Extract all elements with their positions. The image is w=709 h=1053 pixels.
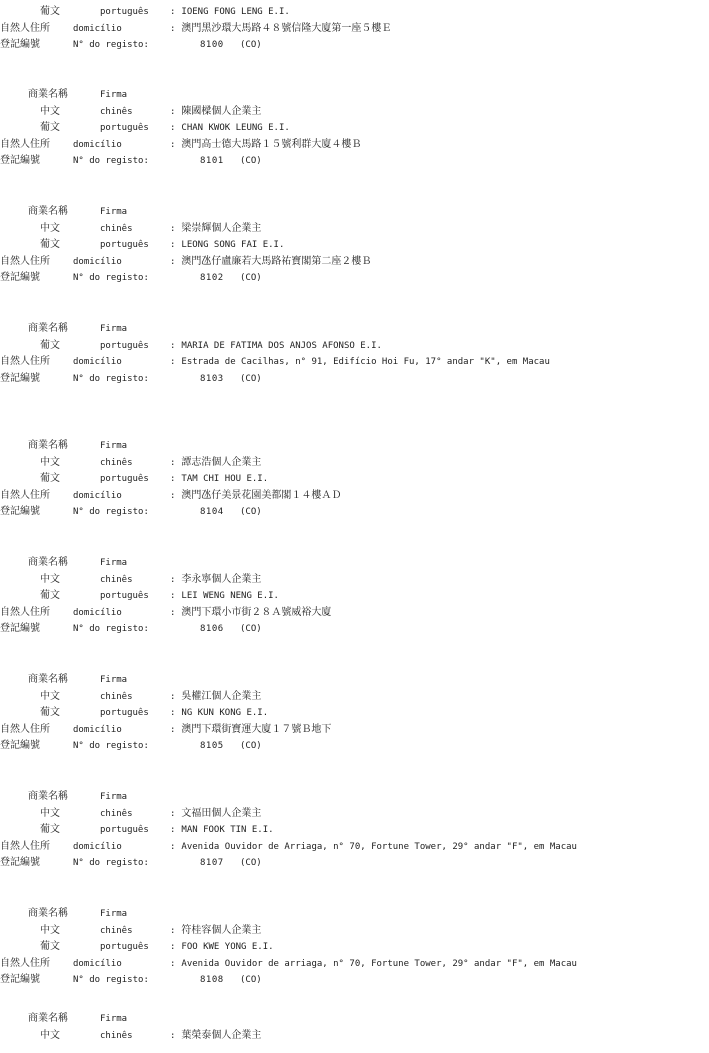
domicile-line-value: Avenida Ouvidor de Arriaga, n° 70, Fortune Tower, 29° andar "F", em Macau	[181, 841, 577, 852]
registration-number: 8105	[200, 741, 224, 751]
portuguese-name-line-label-zh: 葡文	[40, 707, 60, 718]
domicile-line-value: 澳門下環街寶運大廈１７號Ｂ地下	[181, 723, 332, 735]
domicile-line-value: 澳門氹仔盧廉若大馬路祐寶閣第二座２樓Ｂ	[181, 255, 372, 267]
domicile-line-label-pt: domicílio	[73, 256, 122, 267]
domicile-line-value-wrap	[170, 488, 341, 504]
firma-header-label-pt: Firma	[100, 441, 128, 451]
domicile-line-value: 澳門氹仔美景花園美都閣１４樓ＡＤ	[181, 489, 342, 501]
portuguese-name-line-value: TAM CHI HOU E.I.	[181, 474, 269, 484]
portuguese-name-line-label-zh: 葡文	[40, 473, 60, 484]
registration-line-label-pt: N° do registo:	[73, 858, 149, 868]
chinese-name-line-label-pt: chinês	[100, 1030, 133, 1041]
firma-header-label-pt: Firma	[100, 558, 128, 568]
registration-number: 8107	[200, 858, 224, 868]
firma-header-label-zh: 商業名稱	[28, 1013, 68, 1024]
chinese-name-line-label-zh: 中文	[40, 456, 60, 468]
colon: :	[170, 841, 176, 852]
registration-line-label-zh: 登記編號	[0, 623, 40, 634]
domicile-line-label-pt: domicílio	[73, 23, 122, 34]
registration-line-label-pt: N° do registo:	[73, 273, 149, 283]
registration-line-label-pt: N° do registo:	[73, 373, 149, 384]
domicile-line-value-wrap	[170, 605, 331, 621]
registration-suffix: (CO)	[240, 975, 262, 985]
registration-line-label-zh: 登記編號	[0, 740, 40, 751]
chinese-name-line-label-zh: 中文	[40, 105, 60, 117]
registration-number: 8102	[200, 273, 224, 283]
domicile-line-label-pt: domicílio	[73, 139, 122, 150]
chinese-name-line-label-pt: chinês	[100, 808, 133, 819]
portuguese-name-line-label-pt: português	[100, 591, 149, 601]
portuguese-name-line-value: MAN FOOK TIN E.I.	[181, 825, 274, 835]
chinese-name-line-value: 陳國樑個人企業主	[181, 105, 262, 117]
colon: :	[170, 240, 176, 250]
registration-suffix: (CO)	[240, 40, 262, 50]
colon: :	[170, 574, 176, 585]
chinese-name-line-value-wrap	[170, 572, 261, 588]
firma-header-label-pt: Firma	[100, 324, 128, 334]
registration-line-label-zh: 登記編號	[0, 857, 40, 868]
portuguese-name-line-label-pt: português	[100, 240, 149, 250]
registration-line-label-pt: N° do registo:	[73, 624, 149, 634]
colon: :	[170, 708, 176, 718]
portuguese-name-line-label-pt: português	[100, 825, 149, 835]
portuguese-name-line-label-pt: português	[100, 123, 149, 133]
domicile-line-value-wrap	[170, 839, 577, 855]
domicile-line-label-pt: domicílio	[73, 490, 122, 501]
chinese-name-line-value: 葉榮泰個人企業主	[181, 1029, 262, 1041]
domicile-line-label-zh: 自然人住所	[0, 138, 50, 150]
colon: :	[170, 724, 176, 735]
domicile-line-label-pt: domicílio	[73, 607, 122, 618]
domicile-line-label-zh: 自然人住所	[0, 840, 50, 852]
chinese-name-line-label-pt: chinês	[100, 457, 133, 468]
chinese-name-line-value-wrap	[170, 1028, 261, 1044]
registration-suffix: (CO)	[240, 624, 262, 634]
domicile-line-label-pt: domicílio	[73, 958, 122, 969]
colon: :	[170, 123, 176, 133]
portuguese-name-line-value-wrap	[170, 588, 279, 604]
registration-line-label-pt: N° do registo:	[73, 741, 149, 751]
firma-header-label-zh: 商業名稱	[28, 791, 68, 802]
domicile-line-label-pt: domicílio	[73, 357, 122, 367]
registration-number: 8101	[200, 156, 224, 166]
portuguese-name-line-value-wrap	[170, 471, 268, 487]
domicile-line-label-zh: 自然人住所	[0, 489, 50, 501]
registration-line-label-pt: N° do registo:	[73, 40, 149, 50]
chinese-name-line-value: 符桂容個人企業主	[181, 924, 262, 936]
domicile-line-label-pt: domicílio	[73, 841, 122, 852]
colon: :	[170, 942, 176, 952]
colon: :	[170, 7, 176, 17]
registration-line-label-zh: 登記編號	[0, 372, 40, 384]
colon: :	[170, 825, 176, 835]
registration-suffix: (CO)	[240, 373, 262, 384]
portuguese-name-line-value: LEONG SONG FAI E.I.	[181, 240, 285, 250]
domicile-line-value-wrap	[170, 722, 331, 738]
domicile-line-label-zh: 自然人住所	[0, 356, 50, 367]
colon: :	[170, 490, 176, 501]
firma-header-label-pt: Firma	[100, 1014, 128, 1024]
registration-number: 8100	[200, 40, 224, 50]
chinese-name-line-label-pt: chinês	[100, 223, 133, 234]
portuguese-name-line-value-wrap	[170, 120, 290, 136]
firma-header-label-zh: 商業名稱	[28, 89, 68, 100]
colon: :	[170, 607, 176, 618]
colon: :	[170, 139, 176, 150]
chinese-name-line-value: 譚志浩個人企業主	[181, 456, 262, 468]
firma-header-label-zh: 商業名稱	[28, 908, 68, 919]
colon: :	[170, 23, 176, 34]
firma-header-label-zh: 商業名稱	[28, 674, 68, 685]
domicile-line-value-wrap	[170, 354, 550, 370]
registration-line-label-zh: 登記編號	[0, 39, 40, 50]
domicile-line-value-wrap	[170, 137, 361, 153]
chinese-name-line-label-zh: 中文	[40, 690, 60, 702]
registration-suffix: (CO)	[240, 858, 262, 868]
colon: :	[170, 106, 176, 117]
colon: :	[170, 223, 176, 234]
portuguese-name-line-label-zh: 葡文	[40, 824, 60, 835]
chinese-name-line-value: 文福田個人企業主	[181, 807, 262, 819]
firma-header-label-pt: Firma	[100, 909, 128, 919]
chinese-name-line-value-wrap	[170, 455, 261, 471]
registration-number: 8108	[200, 975, 224, 985]
colon: :	[170, 1030, 176, 1041]
chinese-name-line-label-zh: 中文	[40, 924, 60, 936]
domicile-line-label-zh: 自然人住所	[0, 255, 50, 267]
colon: :	[170, 691, 176, 702]
portuguese-name-line-label-zh: 葡文	[40, 590, 60, 601]
registration-suffix: (CO)	[240, 273, 262, 283]
portuguese-name-line-value: FOO KWE YONG E.I.	[181, 942, 274, 952]
colon: :	[170, 591, 176, 601]
portuguese-name-line-label-pt: português	[100, 340, 149, 351]
domicile-line-value-wrap	[170, 21, 391, 37]
colon: :	[170, 958, 176, 969]
portuguese-name-line-value-wrap	[170, 705, 268, 721]
firma-header-label-zh: 商業名稱	[28, 440, 68, 451]
portuguese-name-line-value-wrap	[170, 237, 284, 253]
domicile-line-value: 澳門下環小市街２８Ａ號威裕大廈	[181, 606, 332, 618]
portuguese-name-line-label-pt: português	[100, 7, 149, 17]
chinese-name-line-label-zh: 中文	[40, 222, 60, 234]
chinese-name-line-label-zh: 中文	[40, 573, 60, 585]
firma-header-label-pt: Firma	[100, 675, 128, 685]
colon: :	[170, 256, 176, 267]
portuguese-name-line-label-pt: português	[100, 474, 149, 484]
portuguese-name-line-label-pt: português	[100, 942, 149, 952]
colon: :	[170, 357, 176, 367]
domicile-line-label-zh: 自然人住所	[0, 606, 50, 618]
colon: :	[170, 808, 176, 819]
registration-number: 8106	[200, 624, 224, 634]
colon: :	[170, 474, 176, 484]
portuguese-name-line-value-wrap	[170, 822, 274, 838]
portuguese-name-line-value: LEI WENG NENG E.I.	[181, 591, 279, 601]
firma-header-label-zh: 商業名稱	[28, 323, 68, 334]
registration-suffix: (CO)	[240, 741, 262, 751]
registration-suffix: (CO)	[240, 156, 262, 166]
portuguese-name-line-value-wrap	[170, 4, 290, 20]
domicile-line-value: 澳門高士德大馬路１５號利群大廈４樓Ｂ	[181, 138, 362, 150]
colon: :	[170, 925, 176, 936]
chinese-name-line-value: 李永寧個人企業主	[181, 573, 262, 585]
portuguese-name-line-value: NG KUN KONG E.I.	[181, 708, 269, 718]
chinese-name-line-value-wrap	[170, 923, 261, 939]
domicile-line-value: 澳門黑沙環大馬路４８號信隆大廈第一座５樓Ｅ	[181, 22, 392, 34]
chinese-name-line-label-pt: chinês	[100, 106, 133, 117]
registration-suffix: (CO)	[240, 507, 262, 517]
firma-header-label-pt: Firma	[100, 792, 128, 802]
portuguese-name-line-value-wrap	[170, 939, 274, 955]
portuguese-name-line-value-wrap	[170, 338, 382, 354]
registration-line-label-pt: N° do registo:	[73, 975, 149, 985]
domicile-line-label-zh: 自然人住所	[0, 957, 50, 969]
colon: :	[170, 340, 176, 351]
chinese-name-line-label-pt: chinês	[100, 691, 133, 702]
portuguese-name-line-value: CHAN KWOK LEUNG E.I.	[181, 123, 290, 133]
registration-number: 8104	[200, 507, 224, 517]
chinese-name-line-value-wrap	[170, 221, 261, 237]
registration-line-label-pt: N° do registo:	[73, 156, 149, 166]
domicile-line-value: Avenida Ouvidor de arriaga, n° 70, Fortune Tower, 29° andar "F", em Macau	[181, 958, 577, 969]
portuguese-name-line-value: MARIA DE FATIMA DOS ANJOS AFONSO E.I.	[181, 340, 382, 351]
firma-header-label-zh: 商業名稱	[28, 206, 68, 217]
portuguese-name-line-label-zh: 葡文	[40, 6, 60, 17]
chinese-name-line-label-pt: chinês	[100, 925, 133, 936]
domicile-line-value: Estrada de Cacilhas, n° 91, Edifício Hoi Fu, 17° andar "K", em Macau	[181, 357, 550, 367]
chinese-name-line-value: 吳權江個人企業主	[181, 690, 262, 702]
domicile-line-value-wrap	[170, 254, 371, 270]
chinese-name-line-label-zh: 中文	[40, 1029, 60, 1041]
firma-header-label-pt: Firma	[100, 90, 128, 100]
chinese-name-line-value-wrap	[170, 104, 261, 120]
registration-line-label-zh: 登記編號	[0, 155, 40, 166]
registration-line-label-zh: 登記編號	[0, 272, 40, 283]
registration-line-label-pt: N° do registo:	[73, 507, 149, 517]
firma-header-label-pt: Firma	[100, 207, 128, 217]
domicile-line-label-pt: domicílio	[73, 724, 122, 735]
chinese-name-line-value-wrap	[170, 806, 261, 822]
chinese-name-line-value: 梁崇輝個人企業主	[181, 222, 262, 234]
portuguese-name-line-label-zh: 葡文	[40, 339, 60, 351]
registration-line-label-zh: 登記編號	[0, 974, 40, 985]
portuguese-name-line-label-zh: 葡文	[40, 941, 60, 952]
chinese-name-line-label-zh: 中文	[40, 807, 60, 819]
chinese-name-line-label-pt: chinês	[100, 574, 133, 585]
portuguese-name-line-label-zh: 葡文	[40, 122, 60, 133]
domicile-line-value-wrap	[170, 956, 577, 972]
chinese-name-line-value-wrap	[170, 689, 261, 705]
domicile-line-label-zh: 自然人住所	[0, 22, 50, 34]
portuguese-name-line-label-pt: português	[100, 708, 149, 718]
portuguese-name-line-value: IOENG FONG LENG E.I.	[181, 7, 290, 17]
registration-line-label-zh: 登記編號	[0, 506, 40, 517]
colon: :	[170, 457, 176, 468]
domicile-line-label-zh: 自然人住所	[0, 723, 50, 735]
portuguese-name-line-label-zh: 葡文	[40, 239, 60, 250]
firma-header-label-zh: 商業名稱	[28, 557, 68, 568]
registration-number: 8103	[200, 373, 224, 384]
